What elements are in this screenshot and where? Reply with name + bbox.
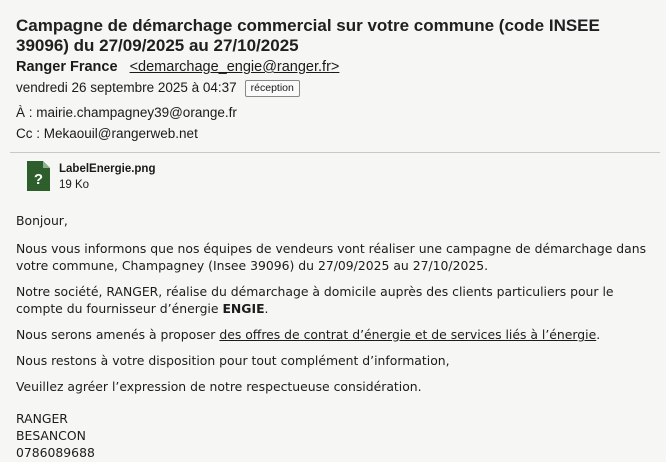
cc-label: Cc : [16,126,41,141]
paragraph-closing: Veuillez agréer l’expression de notre respectueuse considération. [16,379,422,394]
signature [16,410,650,461]
offers-link[interactable]: des offres de contrat d’énergie et de services liés à l’énergie [219,327,597,342]
cc-line [16,125,198,143]
sender-email[interactable]: demarchage_engie@ranger.fr [138,59,331,75]
greeting: Bonjour, [16,213,68,228]
image-file-icon [27,161,50,191]
sender-email-open-bracket: < [129,59,139,75]
to-address[interactable]: mairie.champagney39@orange.fr [36,105,237,120]
to-label: À : [16,105,33,120]
paragraph-company-text: Notre société, RANGER, réalise du démarchage à domicile auprès des clients particuliers pour le compte du fournisseur d’énergie [16,284,614,316]
header-divider [10,152,660,153]
signature-phone: 0786089688 [16,445,95,460]
paragraph-offers [16,326,650,343]
cc-address[interactable]: Mekaouil@rangerweb.net [43,126,198,141]
attachment-filename[interactable]: LabelEnergie.png [59,163,156,175]
paragraph-company-end: . [264,301,269,316]
recipient-line [16,104,237,122]
brand-name: ENGIE [222,301,265,316]
sender-email-close-bracket: > [330,59,340,75]
sender-email-link[interactable] [130,59,340,75]
svg-text:?: ? [33,171,44,188]
paragraph-availability: Nous restons à votre disposition pour tout complément d’information, [16,353,450,368]
signature-city: BESANCON [16,428,86,443]
signature-company: RANGER [16,411,68,426]
paragraph-offers-end: . [596,327,601,342]
sender-name: Ranger France [16,59,118,75]
paragraph-campaign: Nous vous informons que nos équipes de vendeurs vont réaliser une campagne de démarchage dans votre commune, Champagney (Insee 39096) du 27/09/2025 au 27/10/2025. [16,241,647,273]
sender-line [16,58,339,76]
attachment-item[interactable] [27,160,257,194]
email-date-line [16,79,300,97]
paragraph-company [16,283,650,317]
folder-badge[interactable]: réception [245,80,300,97]
attachment-size: 19 Ko [59,179,90,191]
email-date: vendredi 26 septembre 2025 à 04:37 [16,80,237,95]
email-subject: Campagne de démarchage commercial sur votre commune (code INSEE 39096) du 27/09/2025 au 27/10/2025 [16,16,600,55]
paragraph-offers-text: Nous serons amenés à proposer [16,327,220,342]
